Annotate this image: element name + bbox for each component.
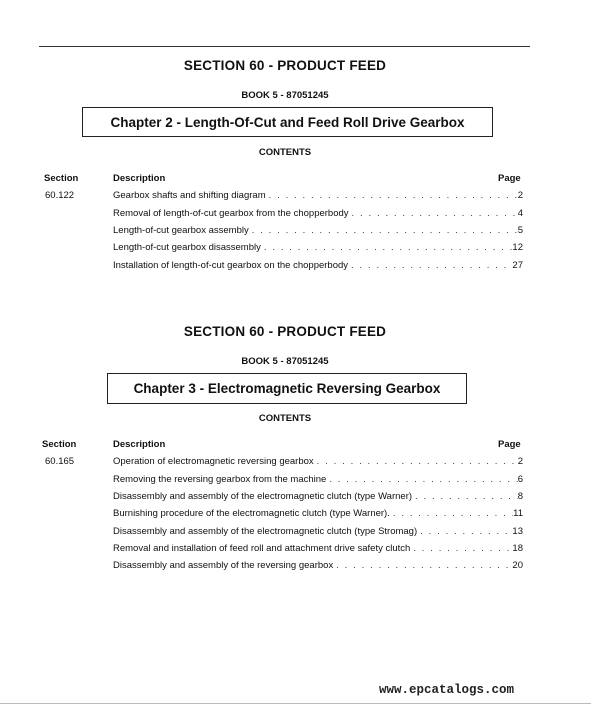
toc-entry: [113, 225, 523, 238]
toc-entry-description: Gearbox shafts and shifting diagram: [113, 190, 266, 201]
toc-entry: [113, 474, 523, 487]
leader-dots: [412, 491, 518, 502]
toc-entry-description: Removal and installation of feed roll and attachment drive safety clutch: [113, 543, 411, 554]
chapter-title: Chapter 3 - Electromagnetic Reversing Gearbox: [133, 381, 441, 396]
toc-entry-description: Length-of-cut gearbox disassembly: [113, 242, 261, 253]
toc-entry-description: Disassembly and assembly of the electromagnetic clutch (type Stromag): [113, 526, 418, 537]
leader-dots: [410, 543, 512, 554]
leader-dots: [333, 560, 512, 571]
toc-entry-page: 12: [512, 242, 523, 253]
toc-entry-page: 13: [512, 526, 523, 537]
toc-entry-page: 20: [512, 560, 523, 571]
leader-dots: [390, 508, 513, 519]
book-number: BOOK 5 - 87051245: [241, 356, 329, 367]
leader-dots: [266, 190, 518, 201]
column-header-page: Page: [498, 173, 521, 184]
leader-dots: [417, 526, 512, 537]
toc-entry: [113, 190, 523, 203]
toc-entry: [113, 208, 523, 221]
leader-dots: [348, 260, 512, 271]
chapter-title-box: [107, 373, 467, 404]
toc-entry-page: 4: [517, 208, 523, 219]
column-header-description: Description: [113, 439, 166, 450]
chapter-title-box: [82, 107, 493, 137]
toc-entry: [113, 560, 523, 573]
toc-entry-page: 6: [517, 474, 523, 485]
toc-entry: [113, 491, 523, 504]
leader-dots: [261, 242, 513, 253]
contents-heading: CONTENTS: [258, 147, 312, 158]
toc-entry-page: 5: [517, 225, 523, 236]
toc-entry: [113, 260, 523, 273]
toc-entry-description: Removing the reversing gearbox from the machine: [113, 474, 327, 485]
toc-entry-description: Operation of electromagnetic reversing gearbox: [113, 456, 314, 467]
toc-entry: [113, 456, 523, 469]
section-title: SECTION 60 - PRODUCT FEED: [183, 58, 387, 73]
toc-entry-page: 18: [512, 543, 523, 554]
leader-dots: [249, 225, 518, 236]
toc-entry-page: 11: [513, 508, 523, 519]
toc-entry-page: 2: [517, 456, 523, 467]
section-number: 60.165: [45, 456, 75, 467]
toc-entry: [113, 543, 523, 556]
book-number: BOOK 5 - 87051245: [241, 90, 329, 101]
leader-dots: [349, 208, 518, 219]
toc-entry-page: 8: [517, 491, 523, 502]
section-title: SECTION 60 - PRODUCT FEED: [183, 324, 387, 339]
toc-entry-page: 2: [517, 190, 523, 201]
leader-dots: [314, 456, 518, 467]
toc-entry-description: Installation of length-of-cut gearbox on the chopperbody: [113, 260, 349, 271]
column-header-page: Page: [498, 439, 521, 450]
section-number: 60.122: [45, 190, 75, 201]
watermark: www.epcatalogs.com: [379, 683, 515, 697]
toc-entry-description: Disassembly and assembly of the electromagnetic clutch (type Warner): [113, 491, 413, 502]
column-header-description: Description: [113, 173, 166, 184]
toc-entry-description: Disassembly and assembly of the reversing gearbox: [113, 560, 334, 571]
chapter-title: Chapter 2 - Length-Of-Cut and Feed Roll Drive Gearbox: [110, 114, 465, 130]
top-rule: [39, 46, 530, 47]
toc-entry: [113, 526, 523, 539]
toc-entry-description: Burnishing procedure of the electromagnetic clutch (type Warner).: [113, 508, 390, 519]
bottom-rule: [0, 703, 591, 704]
toc-entry: [113, 508, 523, 521]
toc-entry: [113, 242, 523, 255]
toc-entry-page: 27: [512, 260, 523, 271]
contents-heading: CONTENTS: [258, 413, 312, 424]
column-header-section: Section: [42, 439, 77, 450]
toc-entry-description: Removal of length-of-cut gearbox from the chopperbody: [113, 208, 349, 219]
toc-entry-description: Length-of-cut gearbox assembly: [113, 225, 249, 236]
leader-dots: [326, 474, 517, 485]
column-header-section: Section: [44, 173, 79, 184]
